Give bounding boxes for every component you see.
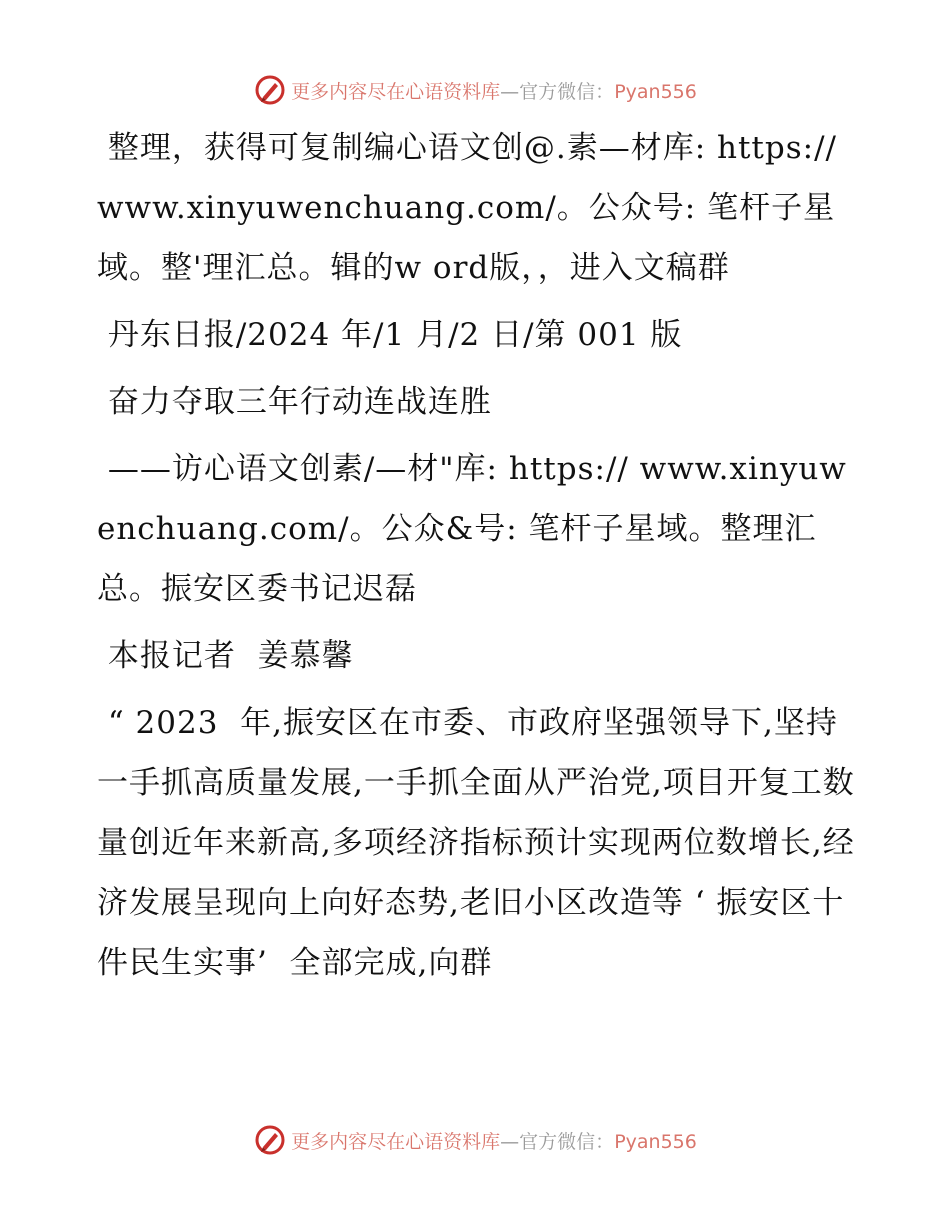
paragraph-source: 丹东日报/2024 年/1 月/2 日/第 001 版 bbox=[97, 317, 683, 353]
banner-wechat-label: 官方微信： bbox=[519, 80, 615, 103]
header-watermark-banner bbox=[0, 70, 950, 110]
paragraph-intro: 整理，获得可复制编心语文创@.素—材库: https://www.xinyuwenchuang.com/。公众号: 笔杆子星域。整'理汇总。辑的w ord版，，进入文稿群 bbox=[97, 130, 837, 286]
article-title: 奋力夺取三年行动连战连胜 bbox=[97, 384, 492, 420]
paragraph-body: “ 2023 年,振安区在市委、市政府坚强领导下,坚持一手抓高质量发展,一手抓全面从严治党,项目开复工数量创近年来新高,多项经济指标预计实现两位数增长,经济发展呈现向上向好态势,老旧小区改造等 ‘ 振安区十件民生实事’ 全部完成,向群 bbox=[97, 705, 855, 981]
banner-text bbox=[291, 1127, 697, 1154]
banner-wechat-id: Pyan556 bbox=[614, 80, 697, 103]
banner-brand: 更多内容尽在心语资料库 bbox=[291, 80, 501, 103]
banner-separator: — bbox=[500, 80, 520, 103]
article-subtitle: ——访心语文创素/—材"库: https:// www.xinyuwenchuang.com/。公众&号: 笔杆子星域。整理汇总。振安区委书记迟磊 bbox=[97, 451, 847, 607]
banner-wechat-id: Pyan556 bbox=[614, 1130, 697, 1153]
pen-logo-icon bbox=[253, 1123, 287, 1157]
reporter-line: 本报记者 姜慕馨 bbox=[97, 638, 354, 674]
document-body bbox=[97, 118, 857, 993]
pen-logo-icon bbox=[253, 73, 287, 107]
banner-brand: 更多内容尽在心语资料库 bbox=[291, 1130, 501, 1153]
banner-wechat-label: 官方微信： bbox=[519, 1130, 615, 1153]
banner-text bbox=[291, 77, 697, 104]
footer-watermark-banner bbox=[0, 1120, 950, 1160]
banner-separator: — bbox=[500, 1130, 520, 1153]
